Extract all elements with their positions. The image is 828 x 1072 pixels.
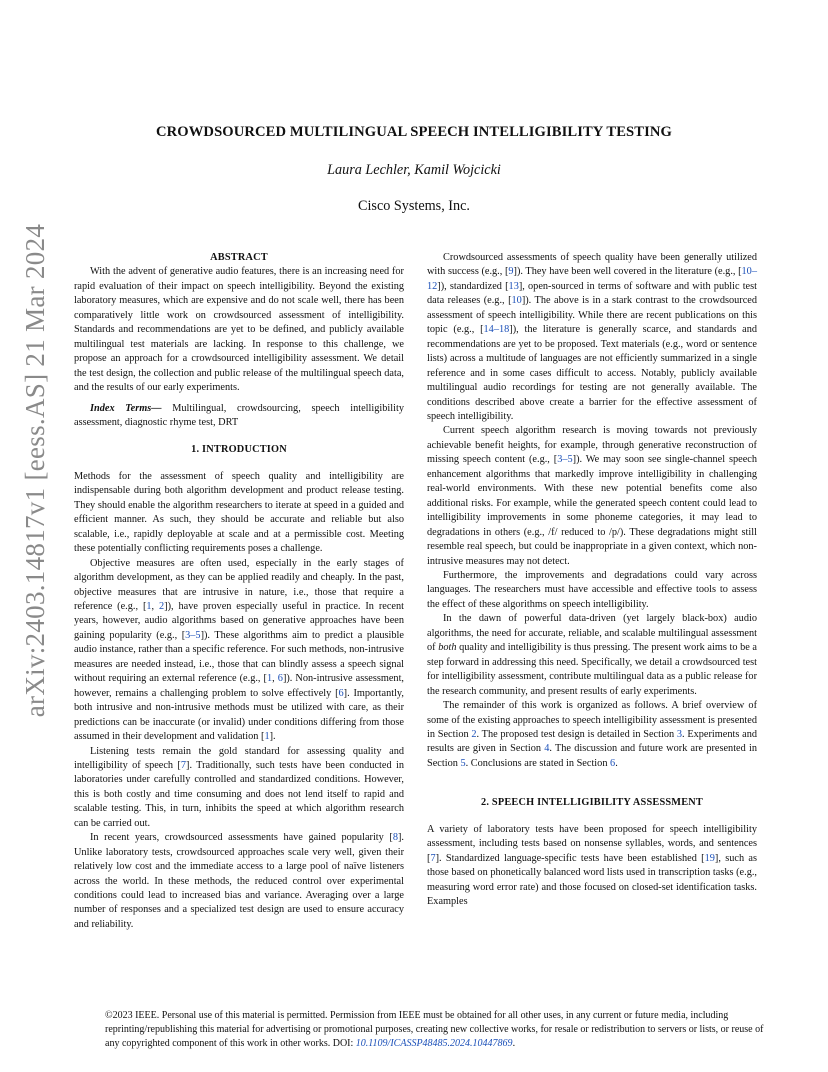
paper-title: CROWDSOURCED MULTILINGUAL SPEECH INTELLIGIBILITY TESTING: [156, 124, 672, 140]
text-span: Crowdsourced assessments of speech quality have been generally utilized with success (e.g., [: [427, 252, 757, 278]
text-span: ], open-sourced in terms of software and with public test data releases (e.g., [: [427, 280, 757, 307]
text-span: . Experiments and results are given in Section: [427, 728, 757, 755]
right-column: [427, 251, 757, 909]
citation-link[interactable]: 9: [508, 266, 514, 278]
text-span: ,: [151, 600, 159, 612]
citation-link[interactable]: 10: [511, 295, 522, 307]
intro-paragraph-4: [74, 831, 404, 932]
abstract-text: With the advent of generative audio features, there is an increasing need for rapid evaluation of their impact on speech intelligibility. Beyond the existing laboratory measures, which are expensive and do not scale well, there has been comparatively little work on crowdsourced assessment of intelligibility. Standards and recommendations are yet to be defined, and publicly available multilingual test materials are lacking. In response to this challenge, we propose an approach for a crowdsourced intelligibility assessment. We detail the test design, the collection and public release of the multilingual speech data, and the results of our early experiments.: [74, 266, 404, 394]
text-span: ]. Importantly, both intrusive and non-intrusive methods must be utilized with care, as their predictions can be inaccurate (or invalid) under conditions differing from those assumed in their development and validation [: [74, 687, 404, 743]
text-span: Current speech algorithm research is moving towards not previously achievable benefit heights, for example, through generative reconstruction of missing speech content (e.g., [: [427, 425, 757, 466]
text-span: ]), standardized [: [437, 280, 509, 292]
index-terms: [74, 402, 404, 431]
doi-link[interactable]: 10.1109/ICASSP48485.2024.10447869: [355, 1038, 513, 1049]
emphasis-text: both: [438, 642, 457, 654]
text-span: The remainder of this work is organized as follows. A brief overview of some of the existing approaches to speech intelligibility assessment is presented in Section: [427, 700, 757, 740]
citation-link[interactable]: 19: [704, 852, 715, 864]
abstract-heading: ABSTRACT: [210, 252, 268, 263]
section-link[interactable]: 2: [471, 728, 477, 740]
text-span: Objective measures are often used, especially in the early stages of algorithm development, as they can be applied readily and cheaply. In the past, objective measures that are intrusive in nature, i.e., those that require a reference (e.g., [: [74, 557, 404, 612]
text-span: ]). They have been well covered in the literature (e.g., [: [513, 266, 742, 278]
section-2-heading: 2. SPEECH INTELLIGIBILITY ASSESSMENT: [481, 797, 703, 809]
intro-paragraph-6: [427, 424, 757, 569]
text-span: A variety of laboratory tests have been proposed for speech intelligibility assessment, including tests based on nonsense syllables, words, and sentences [: [427, 823, 757, 864]
text-span: . The proposed test design is detailed in Section: [476, 728, 677, 740]
text-span: ]), the literature is generally scarce, and standards and recommendations are yet to be proposed. Text materials (e.g., word or sentence lists) across a multitude of languages are not efficiently summarized in a single reference and in some cases difficult to access. Notably, publicly available multilingual audio recordings for testing are not generally available. The conditions described above create a barrier for the effective assessment of speech intelligibility.: [427, 324, 757, 422]
citation-link[interactable]: 7: [430, 852, 436, 864]
intro-paragraph-9: [427, 699, 757, 771]
intro-paragraph-2: [74, 557, 404, 745]
text-span: ], such as those based on phonetically balanced word lists used in transcription tasks (e.g., measuring word error rate) and those focused on closed-set identification tasks. Examples: [427, 852, 757, 908]
text-span: ]), have proven especially useful in practice. In recent years, however, audio algorithms based on generative approaches have been gaining popularity (e.g., [: [74, 600, 404, 641]
intro-paragraph-3: [74, 745, 404, 832]
intro-paragraph-5: [427, 251, 757, 424]
paper-authors: Laura Lechler, Kamil Wojcicki: [327, 162, 501, 178]
citation-link[interactable]: 6: [338, 687, 344, 699]
citation-link[interactable]: 3–5: [185, 629, 201, 641]
section-link[interactable]: 3: [676, 728, 683, 740]
citation-link[interactable]: 1: [266, 673, 273, 685]
citation-link[interactable]: 6: [277, 673, 283, 685]
text-span: ,: [272, 673, 278, 685]
index-terms-label: Index Terms—: [90, 402, 162, 414]
text-span: . The discussion and future work are presented in Section: [427, 743, 757, 769]
intro-paragraph-7: Furthermore, the improvements and degradations could vary across languages. The researchers must have accessible and effective tools to assess the effect of these algorithms on speech intelligibility.: [427, 569, 757, 610]
text-span: ].: [269, 731, 276, 743]
citation-link[interactable]: 13: [508, 280, 519, 292]
arxiv-identifier-text: arXiv:2403.14817v1 [eess.AS] 21 Mar 2024: [20, 223, 51, 717]
citation-link[interactable]: 1: [146, 600, 152, 612]
citation-link[interactable]: 7: [180, 759, 187, 771]
section-1-heading: 1. INTRODUCTION: [191, 444, 287, 456]
text-span: . Conclusions are stated in Section: [465, 757, 611, 769]
text-span: ]). We may soon see single-channel speech enhancement algorithms that markedly improve intelligibility in challenging real-world environments. With these new potential benefits come also additional risks. For example, while the generated speech content could lead to intelligibility improvements in some phoneme categories, it may lead to degradations in others (e.g., /f/ reduced to /p/). These degradations might still resemble real speech, but could be inappropriate in a given context, which non-intrusive measures may not detect.: [427, 454, 757, 567]
text-span: quality and intelligibility is thus pressing. The present work aims to be a step forward in addressing this need. Specifically, we detail a crowdsourced test for intelligibility assessment, contribute multilingual data as a public release for the research community, and present results of early experiments.: [427, 642, 757, 697]
section-link[interactable]: 5: [460, 757, 466, 769]
citation-link[interactable]: 2: [159, 600, 165, 612]
citation-link[interactable]: 8: [392, 832, 398, 844]
copyright-footer: [105, 1009, 765, 1051]
arxiv-identifier-stamp: [10, 223, 62, 717]
text-span: ]. Standardized language-specific tests have been established [: [435, 852, 705, 864]
citation-link[interactable]: 3–5: [557, 454, 573, 466]
text-span: In recent years, crowdsourced assessments have gained popularity [: [90, 832, 393, 844]
text-span: .: [512, 1038, 516, 1049]
citation-link[interactable]: 1: [264, 731, 270, 743]
section-link[interactable]: 4: [544, 743, 550, 755]
index-terms-list: Multilingual, crowdsourcing, speech intelligibility assessment, diagnostic rhyme test, DRT: [74, 402, 404, 428]
intro-paragraph-8: [427, 612, 757, 699]
citation-link[interactable]: 14–18: [483, 324, 510, 336]
citation-link[interactable]: 10–12: [427, 266, 757, 292]
copyright-text: ©2023 IEEE. Personal use of this material is permitted. Permission from IEEE must be obtained for all other uses, in any current or future media, including reprinting/republishing this material for advertising or promotional purposes, creating new collective works, for resale or redistribution to servers or lists, or reuse of any copyrighted component of this work in other works. DOI:: [105, 1010, 764, 1049]
text-span: .: [615, 757, 618, 769]
section-link[interactable]: 6: [610, 757, 616, 769]
text-span: In the dawn of powerful data-driven (yet largely black-box) audio algorithms, the need for accurate, reliable, and scalable multilingual assessment of: [427, 613, 757, 654]
section-2-paragraph-1: [427, 823, 757, 910]
text-span: ]). Non-intrusive assessment, however, remains a challenging problem to solve effectively [: [74, 673, 405, 699]
text-span: ]. Unlike laboratory tests, crowdsourced approaches scale very well, given their relatively low cost and the immediate access to a large pool of naïve listeners across the world. In these methods, the reduced control over experimental conditions could lead to increased bias and variance. Averaging over a large number of responses and a specialized test design are used to ensure accuracy and reliability.: [74, 832, 404, 930]
text-span: ]). The above is in a stark contrast to the crowdsourced assessment of speech intelligibility. While there are recent publications on this topic (e.g., [: [427, 295, 757, 336]
text-span: ]. Traditionally, such tests have been conducted in laboratories under carefully controlled and standardized conditions. However, this is both costly and time consuming and does not lend itself to rapid and scalable testing. This, in turn, inhibits the speed at which algorithm research can be carried out.: [74, 759, 404, 829]
intro-paragraph-1: Methods for the assessment of speech quality and intelligibility are indispensable during both algorithm development and product release testing. They should enable the algorithm researchers to iterate at speed in a guided and efficient manner. As such, they should be accurate and reliable but also scalable, i.e., rapidly deployable at scale and at a permissible cost. Meeting these potentially conflicting requirements poses a challenge.: [74, 470, 404, 555]
paper-affiliation: Cisco Systems, Inc.: [358, 198, 470, 214]
left-column: [74, 251, 404, 932]
text-span: ]). These algorithms aim to predict a plausible audio instance, rather than a specific reference. For such methods, non-intrusive measures are needed instead, i.e., those that can blindly assess a speech signal without requiring an external reference (e.g., [: [74, 629, 404, 685]
text-span: Listening tests remain the gold standard for assessing quality and intelligibility of speech [: [74, 745, 404, 771]
